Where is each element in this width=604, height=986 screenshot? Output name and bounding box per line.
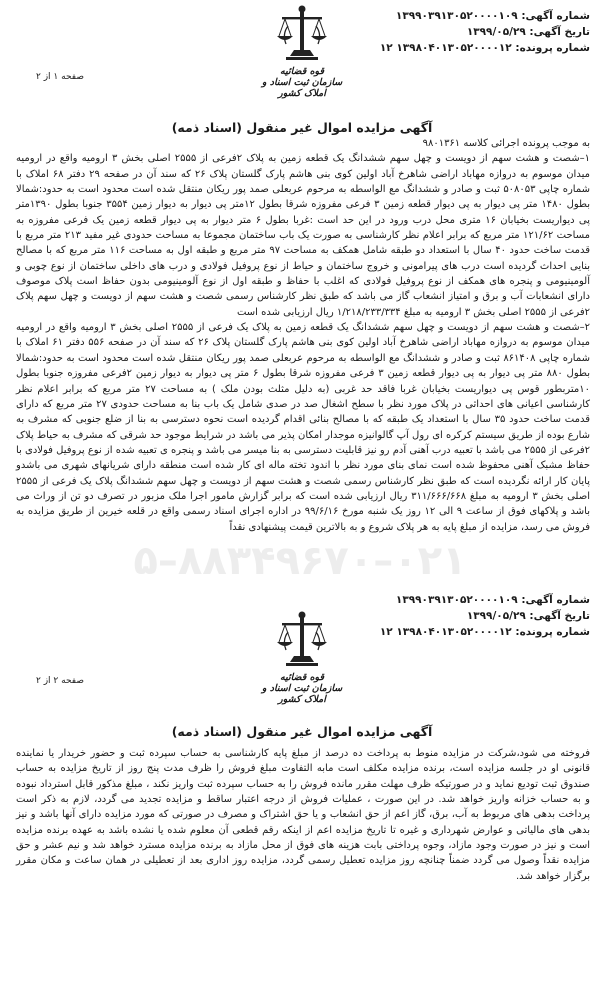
announcement-title: آگهی مزایده اموال غیر منقول (اسناد ذمه) [171, 120, 433, 135]
judiciary-logo [257, 610, 347, 705]
case-number: شماره پرونده: ۱۳۹۸۰۴۰۱۳۰۵۲۰۰۰۰۱۲ ۱۲ [379, 42, 590, 54]
announcement-title: آگهی مزایده اموال غیر منقول (اسناد ذمه) [171, 724, 433, 739]
announcement-body [16, 136, 590, 535]
judiciary-logo [257, 4, 347, 99]
announcement-page-2 [0, 588, 604, 986]
scales-emblem-icon [274, 4, 330, 66]
header-meta [380, 592, 590, 640]
ad-number: شماره آگهی: ۱۳۹۹۰۳۹۱۳۰۵۲۰۰۰۰۱۰۹ [395, 594, 590, 606]
logo-subcaption: سازمان ثبت اسناد و املاک کشور [261, 683, 343, 705]
body-paragraph: ۲–شصت و هشت سهم از دویست و چهل سهم ششدانگ یک قطعه زمین به پلاک یک فرعی از ۲۵۵۵ اصلی بخش ۳ ارومیه واقع در ارومیه میدان موسوم به دروازه مهاباد اراضی شاهرخ آباد اولین کوی بنی هاشم پارک گلستان پلاک ۲۶ که سند آن در صفحه ۵۵۶ دفتر ۶۱ املاک با شماره چاپی ۸۶۱۴۰۸ ثبت و صادر و ششدانگ مع الواسطه به مرحوم عربعلی صمد پور ریکان منتقل شده است محدود است به حدود:شمالا بطول ۸۸۰ متر پی دیوار به پی دیوار قطعه زمین ۳ فرعی مفروزه شرقا بطول ۶ متر پی دیوار به دیوار زمین ۲فرعی مفروزه جنوبا بطول ۱۰متربطور قوس پی دیواریست بخیابان غربا فاقد حد غربی (به دلیل مثلث بودن ملک ) به مساحت ۲۷ متر مربع که برابر اعلام نظر کارشناسی اعیانی های احداثی در پلاک مورد نظر با سطح اشغال صد در صدی شامل یک باب بنا به مساحت حدودی ۲۷ متر مربع که دارای قدمت ساخت حدود ۳۵ سال با استعداد یک طبقه که با مصالح بنائی اقدام گردیده است نحوه دسترسی به بنا از ضلع جنوبی که مشرف به شارع بوده از طریق سیستم کرکره ای رول آپ گالوانیزه موجدار امکان پذیر می باشد در شرایط موجود حد شرقی که مشرف به حیاط پلاک ۲فرعی از ۲۵۵۵ می باشد با تعبیه درب آهنی آدم رو نیز قابلیت دسترسی به بنا میسر می باشد و پنجره ی تعبیه شده از نوع پروفیل فولادی با حفاظ مشبک آهنی محفوظ شده است نمای بنای مورد نظر با اندود تخته ماله ای کار شده است منطقه دارای شریانهای شهری می باشدو پایان کار ارائه نگردیده است که طبق نظر کارشناس رسمی شصت و هشت سهم از دویست و چهل سهم ششدانگ پلاک یک فرعی از ۲۵۵۵ اصلی بخش ۳ ارومیه به مبلغ ۳۱۱/۶۶۶/۶۶۸ ریال ارزیابی شده است که برابر گزارش مامور اجرا ملک مزبور در تصرف دو تن از وراث می باشد و پلاکهای فوق از ساعت ۹ الی ۱۲ روز یک شنبه مورخ ۹۹/۶/۱۶ در اداره اجرای اسناد رسمی واقع در قلعه خیرین از طریق مزایده به فروش می رسد، مزایده از مبلغ پایه به هر پلاک شروع و به بالاترین قیمت پیشنهادی نقداً [16, 322, 591, 533]
phone-watermark: ۰۲۱–۸۸۳۴۹۶۷۰–۵ [133, 538, 467, 584]
logo-subcaption: سازمان ثبت اسناد و املاک کشور [261, 77, 343, 99]
ad-number: شماره آگهی: ۱۳۹۹۰۳۹۱۳۰۵۲۰۰۰۰۱۰۹ [395, 10, 590, 22]
page-number: صفحه ۱ از ۲ [36, 72, 84, 82]
ad-date: تاریخ آگهی: ۱۳۹۹/۰۵/۲۹ [466, 26, 590, 38]
ad-date: تاریخ آگهی: ۱۳۹۹/۰۵/۲۹ [466, 610, 590, 622]
announcement-body [16, 746, 590, 884]
body-paragraph: به موجب پرونده اجرائی کلاسه ۹۸۰۱۳۶۱ [422, 138, 590, 149]
case-number: شماره پرونده: ۱۳۹۸۰۴۰۱۳۰۵۲۰۰۰۰۱۲ ۱۲ [379, 626, 590, 638]
logo-caption: قوه قضائیه [279, 66, 324, 77]
page-number: صفحه ۲ از ۲ [36, 676, 84, 686]
body-paragraph: ۱–شصت و هشت سهم از دویست و چهل سهم ششدانگ یک قطعه زمین به پلاک ۲فرعی از ۲۵۵۵ اصلی بخش ۳ ارومیه واقع در ارومیه میدان موسوم به دروازه مهاباد اراضی شاهرخ آباد اولین کوی بنی هاشم پارک گلستان پلاک ۲۶ که سند آن در صفحه ۲۹ دفتر ۶۸ املاک با شماره چاپی ۵۰۸۰۵۳ ثبت و صادر و ششدانگ مع الواسطه به مرحوم عربعلی صمد پور ریکان منتقل شده است محدود است به حدود:شمالا بطول ۱۴۸۰ متر پی دیوار به پی دیوار قطعه زمین ۳ فرعی مفروزه شرقا بطول ۱۲متر پی دیوار به دیوار زمین ۳۵۵۴ جنوبا بطول ۱۳۹۰متر پی دیواریست بخیابان ۱۶ متری محل درب ورود در این حد است :غربا بطول ۶ متر دیوار به پی دیوار قطعه زمین یک فرعی مفروزه به مساحت ۱۲۱/۶۲ متر مربع که برابر اعلام نظر کارشناسی به صورت یک باب ساختمان مجموعا به مساحت حدودی غیر مفید ۲۱۳ متر مربع با قدمت ساخت حدود ۴۰ سال با استعداد دو طبقه شامل همکف به مساحت ۹۷ متر مربع و طبقه اول به مساحت ۱۱۶ متر مربع که با مصالح بنایی احداث گردیده است درب های پیرامونی و خروج ساختمان و حیاط از نوع پروفیل فولادی و درب های داخلی ساختمان از نوع چوبی و آلومینیومی و پنجره های همکف از نوع پروفیل فولادی که اغلب با حفاظ و طبقه اول از نوع آلومینیومی بدون حفاظ است پلاک موصوف دارای انشعابات آب و برق و امتیاز انشعاب گاز می باشد که طبق نظر کارشناس رسمی شصت و هشت سهم از دویست و چهل سهم پلاک ۲فرعی از ۲۵۵۵ اصلی بخش ۳ ارومیه به مبلغ ۱/۲۱۸/۲۳۳/۳۳۴ ریال ارزیابی شده است [16, 153, 591, 318]
scales-emblem-icon [274, 610, 330, 672]
body-paragraph: فروخته می شود،شرکت در مزایده منوط به پرداخت ده درصد از مبلغ پایه کارشناسی به حساب سپرده ثبت و حضور خریدار یا نماینده قانونی او در جلسه مزایده است، برنده مزایده مکلف است مابه التفاوت مبلغ فروش را ظرف مدت پنج روز از تاریخ مزایده به حساب صندوق ثبت تودیع نماید و در صورتیکه ظرف مهلت مقرر مانده فروش را به حساب سپرده ثبت واریز نکند ، مبلغ مذکور قابل استرداد نبوده و به حساب خزانه واریز خواهد شد. در این صورت ، عملیات فروش از درجه اعتبار ساقط و مزایده تجدید می گردد، لازم به ذکر است پرداخت بدهی های مربوط به آب، برق، گاز اعم از حق انشعاب و یا حق اشتراک و مصرف در صورتی که مورد مزایده دارای آنها باشد و نیز بدهی های مالیاتی و عوارض شهرداری و غیره تا تاریخ مزایده اعم از اینکه رقم قطعی آن معلوم شده یا نشده باشد به عهده برنده مزایده است و نیز در صورت وجود مازاد، وجوه پرداختی بابت هزینه های فوق از محل مازاد به برنده مزایده مسترد خواهد شد و نیم عشر و حق مزایده نقداً وصول می گردد ضمناً چنانچه روز مزایده تعطیل رسمی گردد، مزایده روز اداری بعد از تعطیلی در همان ساعت و مکان مقرر برگزار خواهد شد. [16, 748, 590, 882]
header-meta [380, 8, 590, 56]
logo-caption: قوه قضائیه [279, 672, 324, 683]
